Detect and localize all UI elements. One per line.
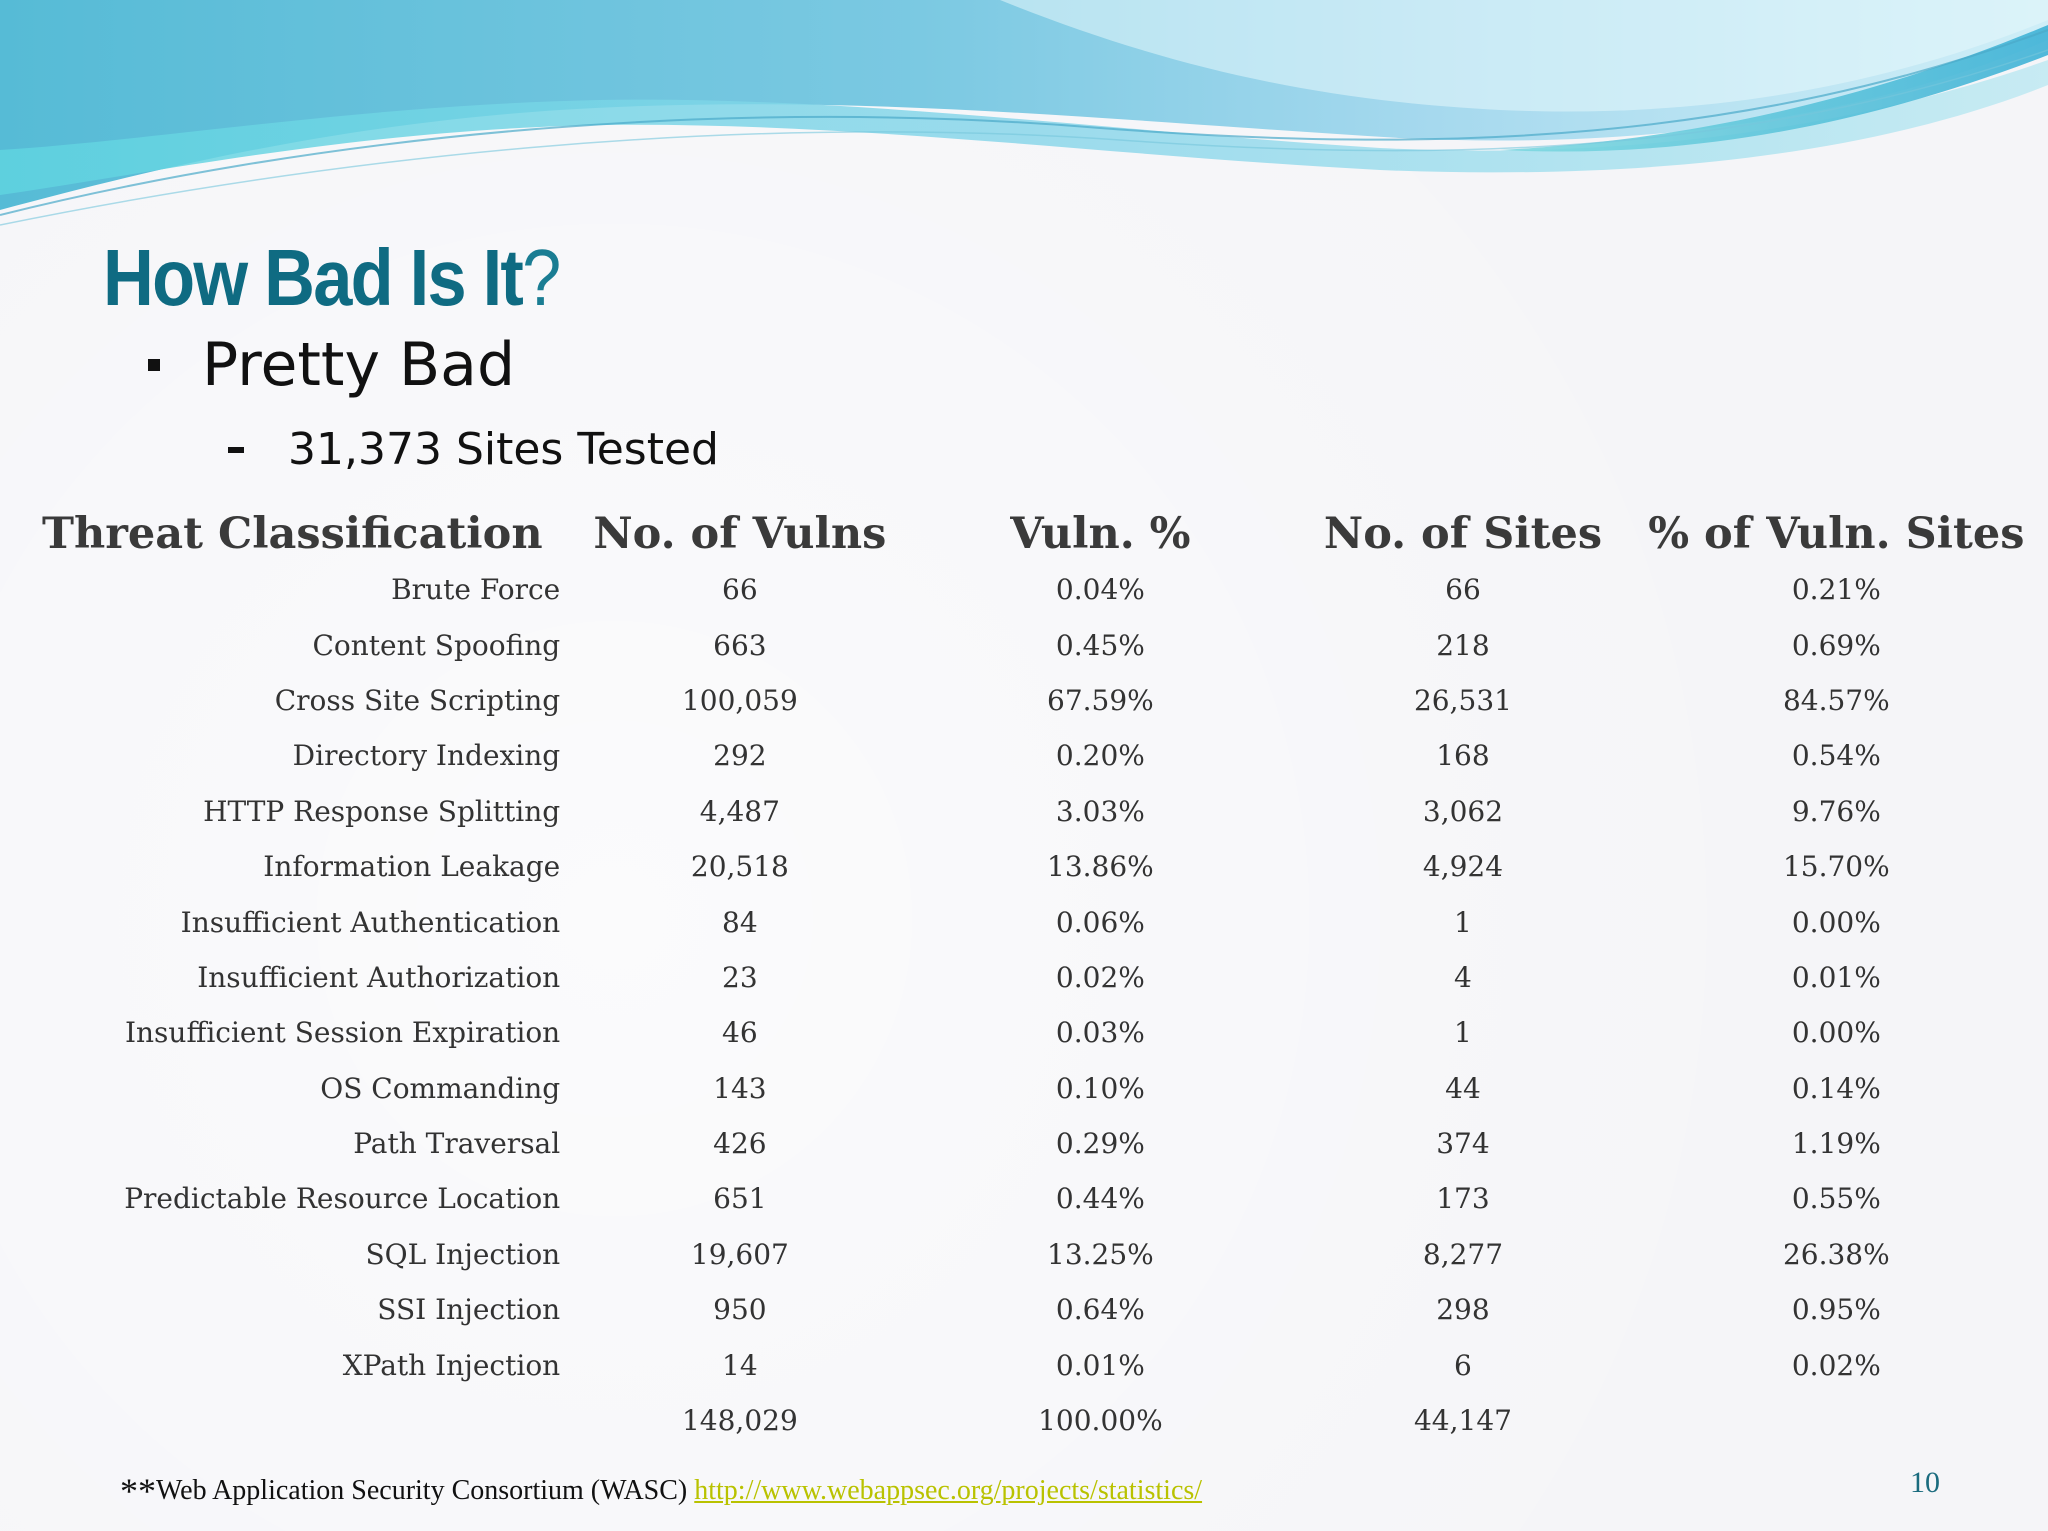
cell-vuln-pct: 13.86%	[1047, 850, 1154, 884]
cell-vulns: 292	[713, 739, 767, 773]
table-row	[38, 784, 2028, 839]
cell-sites: 173	[1436, 1182, 1490, 1216]
sub-bullet-text: 31,373 Sites Tested	[288, 424, 719, 475]
cell-vuln-pct: 0.04%	[1055, 573, 1145, 607]
cell-sites: 4	[1454, 960, 1472, 994]
cell-sites: 6	[1454, 1348, 1472, 1382]
cell-vuln-pct: 0.01%	[1055, 1348, 1145, 1382]
cell-vulns: 14	[722, 1348, 758, 1382]
header-wave-decoration	[0, 0, 2048, 240]
cell-sites: 298	[1436, 1293, 1490, 1327]
cell-threat: Insufficient Authentication	[180, 905, 561, 939]
cell-vulns: 663	[713, 628, 767, 662]
cell-vuln-pct: 67.59%	[1047, 683, 1154, 717]
cell-vuln-sites-pct: 0.00%	[1791, 905, 1881, 939]
cell-threat: OS Commanding	[320, 1071, 561, 1105]
cell-threat: XPath Injection	[342, 1348, 561, 1382]
cell-total-vulns: 148,029	[681, 1404, 798, 1438]
cell-threat: Cross Site Scripting	[274, 683, 561, 717]
cell-vuln-pct: 0.06%	[1055, 905, 1145, 939]
threat-statistics-table	[38, 506, 2028, 1448]
cell-vuln-pct: 3.03%	[1055, 794, 1145, 828]
cell-vuln-sites-pct: 0.69%	[1791, 628, 1881, 662]
column-header-threat: Threat Classification	[42, 509, 543, 559]
column-header-sites: No. of Sites	[1323, 509, 1603, 559]
cell-threat: SQL Injection	[365, 1237, 561, 1271]
cell-vuln-pct: 0.29%	[1055, 1127, 1145, 1161]
table-row	[38, 1005, 2028, 1060]
table-row	[38, 1061, 2028, 1116]
cell-threat: Brute Force	[391, 573, 561, 607]
cell-vuln-sites-pct: 0.01%	[1791, 960, 1881, 994]
cell-vuln-pct: 0.45%	[1055, 628, 1145, 662]
page-number: 10	[1910, 1466, 1940, 1499]
cell-sites: 1	[1454, 905, 1472, 939]
cell-vuln-sites-pct: 0.14%	[1791, 1071, 1881, 1105]
table-row	[38, 1227, 2028, 1282]
cell-threat: HTTP Response Splitting	[203, 794, 561, 828]
cell-vuln-sites-pct: 0.02%	[1791, 1348, 1881, 1382]
cell-sites: 3,062	[1422, 794, 1504, 828]
cell-vulns: 23	[722, 960, 758, 994]
cell-threat: Information Leakage	[263, 850, 561, 884]
cell-vuln-sites-pct: 0.00%	[1791, 1016, 1881, 1050]
source-link[interactable]: http://www.webappsec.org/projects/statistics/	[694, 1475, 1203, 1506]
cell-vuln-sites-pct: 84.57%	[1782, 683, 1890, 717]
cell-sites: 44	[1445, 1071, 1481, 1105]
table-row	[38, 950, 2028, 1005]
cell-threat: Insufficient Authorization	[197, 960, 561, 994]
cell-vuln-pct: 0.03%	[1055, 1016, 1145, 1050]
cell-vulns: 651	[713, 1182, 767, 1216]
table-row	[38, 1282, 2028, 1337]
table-row	[38, 1116, 2028, 1171]
cell-threat: Predictable Resource Location	[124, 1182, 561, 1216]
cell-total-label	[38, 1393, 560, 1448]
cell-vulns: 950	[713, 1293, 767, 1327]
slide-title	[103, 233, 560, 322]
dash-bullet-icon	[228, 447, 244, 453]
cell-vulns: 426	[713, 1127, 767, 1161]
column-header-vuln-pct: Vuln. %	[1010, 509, 1191, 559]
cell-sites: 26,531	[1413, 683, 1512, 717]
table-totals-row	[38, 1393, 2028, 1448]
footnote-source: Web Application Security Consortium (WASC)	[156, 1475, 695, 1506]
cell-vulns: 4,487	[699, 794, 780, 828]
cell-sites: 4,924	[1422, 850, 1504, 884]
sub-bullet-item	[228, 424, 719, 475]
cell-vuln-pct: 0.10%	[1055, 1071, 1145, 1105]
table-row	[38, 839, 2028, 894]
table-row	[38, 728, 2028, 783]
cell-vuln-sites-pct: 15.70%	[1782, 850, 1890, 884]
cell-vuln-sites-pct: 0.95%	[1791, 1293, 1881, 1327]
cell-threat: Content Spoofing	[312, 628, 561, 662]
table-row	[38, 894, 2028, 949]
cell-total-vuln-pct: 100.00%	[1038, 1404, 1163, 1438]
cell-sites: 374	[1436, 1127, 1490, 1161]
footnote-asterisks: **	[120, 1471, 156, 1511]
cell-vuln-pct: 13.25%	[1047, 1237, 1154, 1271]
title-question-mark: ?	[522, 233, 560, 322]
title-main: How Bad Is It	[103, 233, 523, 322]
cell-sites: 66	[1445, 573, 1481, 607]
cell-vuln-sites-pct: 9.76%	[1791, 794, 1881, 828]
cell-vulns: 84	[722, 905, 758, 939]
table-row	[38, 617, 2028, 672]
cell-vuln-sites-pct: 26.38%	[1782, 1237, 1890, 1271]
cell-vuln-pct: 0.64%	[1055, 1293, 1145, 1327]
cell-sites: 1	[1454, 1016, 1472, 1050]
cell-vuln-sites-pct: 1.19%	[1791, 1127, 1881, 1161]
cell-vulns: 20,518	[690, 850, 789, 884]
cell-total-sites: 44,147	[1413, 1404, 1512, 1438]
cell-vuln-pct: 0.44%	[1055, 1182, 1145, 1216]
cell-sites: 218	[1436, 628, 1490, 662]
cell-vulns: 46	[722, 1016, 758, 1050]
table-header-row	[38, 506, 2028, 562]
column-header-vuln-sites-pct: % of Vuln. Sites	[1648, 509, 2025, 559]
cell-threat: Insufficient Session Expiration	[124, 1016, 561, 1050]
cell-sites: 8,277	[1422, 1237, 1504, 1271]
cell-vulns: 143	[713, 1071, 767, 1105]
cell-threat: Directory Indexing	[292, 739, 561, 773]
cell-total-vuln-sites-pct	[1645, 1393, 2028, 1448]
cell-vuln-pct: 0.20%	[1055, 739, 1145, 773]
table-row	[38, 1171, 2028, 1226]
cell-vuln-sites-pct: 0.55%	[1791, 1182, 1881, 1216]
cell-vuln-sites-pct: 0.21%	[1791, 573, 1881, 607]
source-footnote	[120, 1470, 1202, 1512]
column-header-vulns: No. of Vulns	[593, 509, 887, 559]
table-row	[38, 673, 2028, 728]
cell-vulns: 66	[722, 573, 758, 607]
cell-threat: Path Traversal	[353, 1127, 561, 1161]
bullet-text: Pretty Bad	[202, 330, 516, 400]
table-body	[38, 562, 2028, 1448]
cell-vulns: 19,607	[690, 1237, 789, 1271]
cell-sites: 168	[1436, 739, 1490, 773]
cell-vuln-pct: 0.02%	[1055, 960, 1145, 994]
table-row	[38, 562, 2028, 617]
table-row	[38, 1337, 2028, 1392]
cell-threat: SSI Injection	[377, 1293, 561, 1327]
cell-vuln-sites-pct: 0.54%	[1791, 739, 1881, 773]
bullet-item	[148, 330, 516, 400]
square-bullet-icon	[148, 359, 160, 371]
cell-vulns: 100,059	[681, 683, 798, 717]
